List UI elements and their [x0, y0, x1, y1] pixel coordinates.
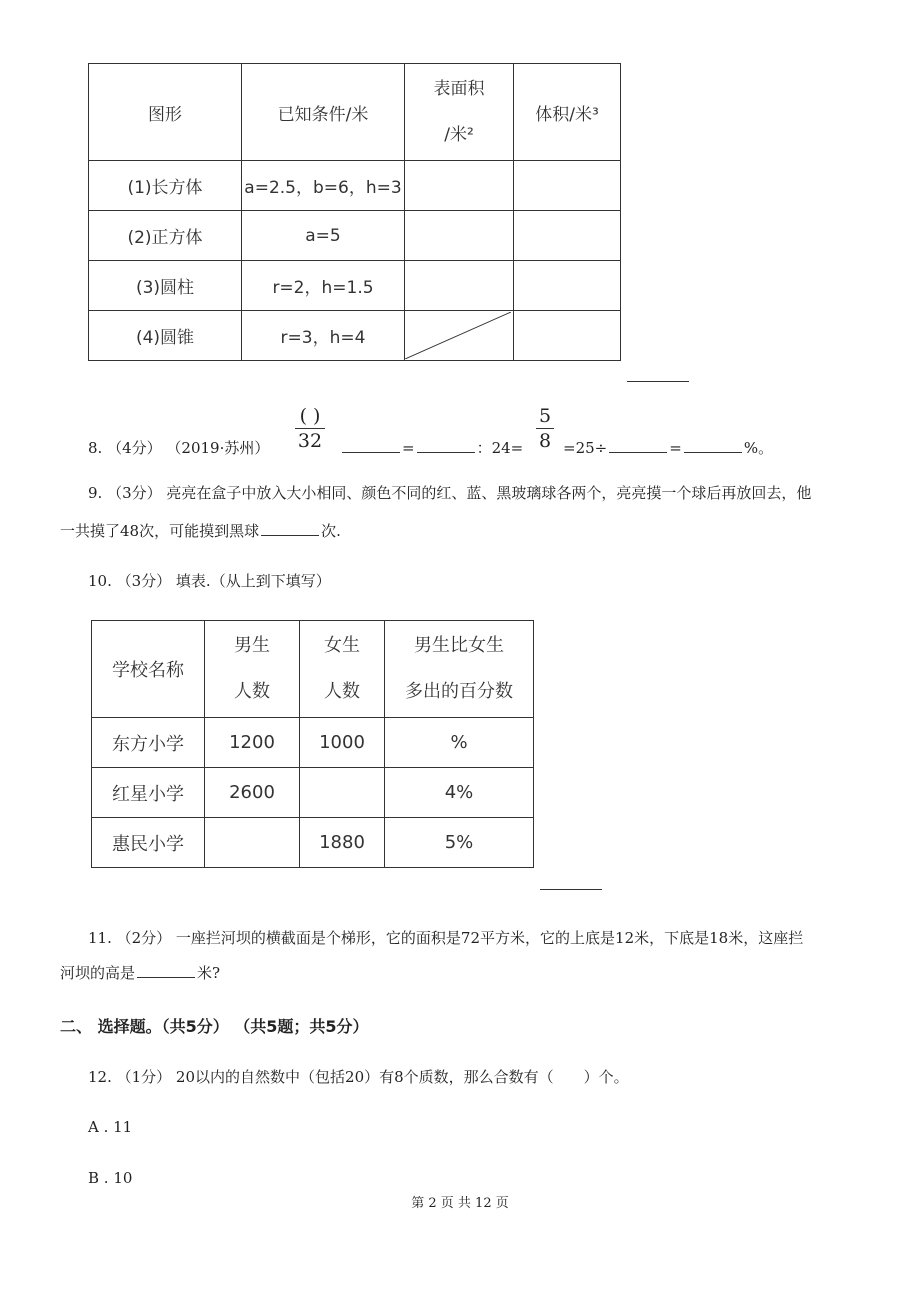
fraction-bar — [536, 428, 554, 429]
option-b[interactable]: B . 10 — [88, 1169, 133, 1187]
header-condition: 已知条件/米 — [242, 64, 405, 161]
q8-equation — [340, 437, 523, 458]
volume-cell — [514, 311, 621, 361]
q8-equation-tail — [563, 437, 773, 458]
table-row — [89, 261, 621, 311]
volume-cell — [514, 161, 621, 211]
row-girls: 1880 — [300, 818, 385, 868]
school-table — [91, 620, 534, 868]
table-header-row — [89, 64, 621, 161]
q9-text-pre: 一共摸了48次，可能摸到黑球 — [60, 522, 260, 540]
section-title: 二、 选择题。（共5分） （共5题；共5分） — [60, 1017, 369, 1036]
header-girls-line2: 人数 — [324, 681, 360, 702]
area-cell — [405, 211, 514, 261]
row-boys: 1200 — [205, 718, 300, 768]
table-row — [92, 818, 534, 868]
header-boys-line2: 人数 — [234, 681, 270, 702]
row-condition: r=2，h=1.5 — [242, 261, 405, 311]
row-condition: a=2.5，b=6，h=3 — [242, 161, 405, 211]
q8-number: 8. — [88, 439, 103, 457]
q12-line: 12. （1分） 20以内的自然数中（包括20）有8个质数，那么合数有（ ）个。 — [88, 1068, 629, 1086]
page-footer: 第 2 页 共 12 页 — [411, 1196, 509, 1211]
volume-cell — [514, 211, 621, 261]
q8-source: （2019·苏州） — [166, 439, 270, 457]
crossed-cell — [405, 311, 514, 361]
header-percent-line1: 男生比女生 — [414, 635, 504, 656]
fraction-five-eighths — [536, 405, 554, 452]
q9-line1: 9. （3分） 亮亮在盒子中放入大小相同、颜色不同的红、蓝、黑玻璃球各两个，亮亮摸一个球后再放回去，他 — [88, 484, 812, 502]
fraction-denominator: 8 — [538, 430, 552, 452]
row-condition: a=5 — [242, 211, 405, 261]
header-area-line2: /米² — [444, 125, 474, 145]
q11-line1: 11. （2分） 一座拦河坝的横截面是个梯形，它的面积是72平方米，它的上底是12米，下底是18米，这座拦 — [88, 929, 804, 947]
answer-line — [540, 889, 602, 890]
fraction-blank-over-32 — [295, 405, 325, 452]
row-shape: (1)长方体 — [89, 161, 242, 211]
row-percent: 4% — [385, 768, 534, 818]
table-header-row — [92, 621, 534, 718]
row-shape: (4)圆锥 — [89, 311, 242, 361]
q11-text-post: 米? — [197, 964, 221, 982]
table-row — [89, 311, 621, 361]
row-boys: 2600 — [205, 768, 300, 818]
answer-line — [627, 381, 689, 382]
diagonal-line — [405, 312, 511, 359]
ratio-text: ：24= — [476, 439, 524, 457]
q10-line: 10. （3分） 填表.（从上到下填写） — [88, 572, 331, 590]
area-cell — [405, 161, 514, 211]
header-boys — [205, 621, 300, 718]
answer-blank[interactable] — [137, 963, 195, 978]
row-school: 东方小学 — [92, 718, 205, 768]
answer-blank[interactable] — [342, 438, 400, 453]
header-boys-line1: 男生 — [234, 635, 270, 656]
table-row — [89, 211, 621, 261]
volume-cell — [514, 261, 621, 311]
equals-sign: = — [402, 439, 415, 457]
row-girls — [300, 768, 385, 818]
header-girls — [300, 621, 385, 718]
q11-line2 — [60, 962, 220, 983]
header-percent — [385, 621, 534, 718]
row-percent: % — [385, 718, 534, 768]
row-shape: (2)正方体 — [89, 211, 242, 261]
q11-text-pre: 河坝的高是 — [60, 964, 136, 982]
answer-blank[interactable] — [417, 438, 475, 453]
row-condition: r=3，h=4 — [242, 311, 405, 361]
q8-score: （4分） — [107, 439, 162, 457]
answer-blank[interactable] — [261, 521, 319, 536]
option-a[interactable]: A . 11 — [88, 1118, 133, 1136]
q9-text-post: 次. — [321, 522, 341, 540]
header-girls-line1: 女生 — [324, 635, 360, 656]
percent-sign: %。 — [743, 439, 774, 457]
table-row — [92, 768, 534, 818]
row-girls: 1000 — [300, 718, 385, 768]
row-percent: 5% — [385, 818, 534, 868]
q9-line2 — [60, 520, 341, 541]
fraction-bar — [295, 428, 325, 429]
table-row — [89, 161, 621, 211]
row-boys — [205, 818, 300, 868]
header-area-line1: 表面积 — [433, 79, 485, 99]
row-school: 惠民小学 — [92, 818, 205, 868]
header-area — [405, 64, 514, 161]
equals-sign: = — [669, 439, 682, 457]
table-row — [92, 718, 534, 768]
answer-blank[interactable] — [684, 438, 742, 453]
fraction-numerator: 5 — [538, 405, 552, 427]
answer-blank[interactable] — [609, 438, 667, 453]
division-text: =25÷ — [563, 439, 608, 457]
q8-line — [88, 437, 269, 458]
fraction-numerator: ( ) — [299, 405, 321, 427]
fraction-denominator: 32 — [297, 430, 323, 452]
row-school: 红星小学 — [92, 768, 205, 818]
header-shape: 图形 — [89, 64, 242, 161]
area-cell — [405, 261, 514, 311]
header-volume: 体积/米³ — [514, 64, 621, 161]
geometry-table — [88, 63, 621, 361]
header-percent-line2: 多出的百分数 — [405, 681, 513, 702]
header-school: 学校名称 — [92, 621, 205, 718]
row-shape: (3)圆柱 — [89, 261, 242, 311]
